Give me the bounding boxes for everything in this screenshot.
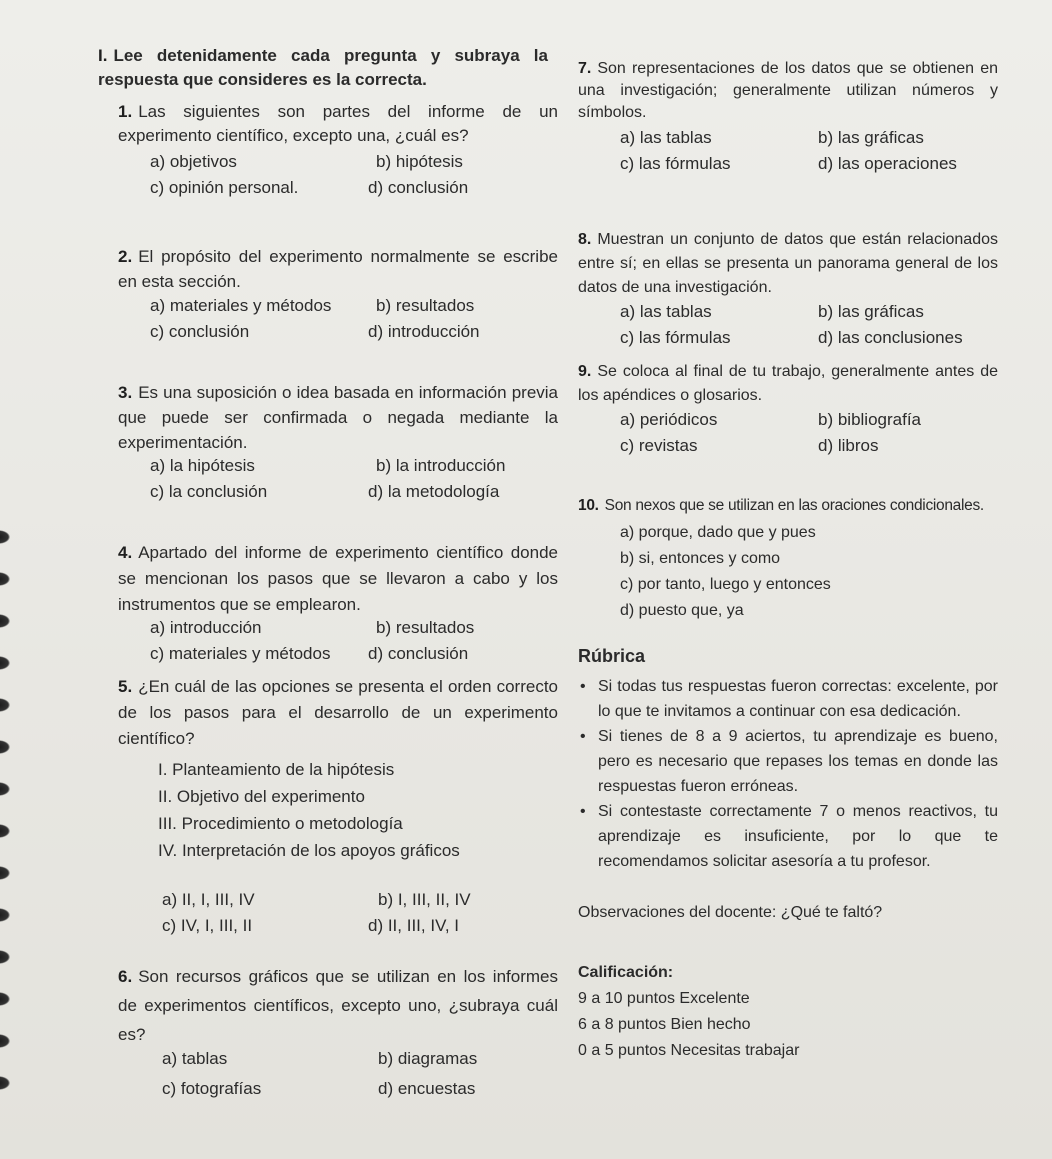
option-a[interactable]: a) periódicos — [620, 410, 718, 429]
step-item: II. Objetivo del experimento — [158, 787, 365, 806]
question-number: 5. — [118, 677, 133, 696]
option-a[interactable]: a) porque, dado que y pues — [620, 524, 816, 541]
grade-line: 6 a 8 puntos Bien hecho — [578, 1016, 751, 1033]
rubric-item: • Si contestaste correctamente 7 o menos reactivos, tu aprendizaje es insuficiente, por lo que te recomendamos solicitar asesoría a tu profesor. — [578, 799, 998, 874]
option-d[interactable]: d) las operaciones — [818, 154, 957, 173]
step-item: IV. Interpretación de los apoyos gráficos — [158, 841, 460, 860]
question-text: Son nexos que se utilizan en las oraciones condicionales. — [604, 497, 984, 514]
binder-hole — [0, 1076, 10, 1090]
option-b[interactable]: b) las gráficas — [818, 302, 924, 321]
options-row — [578, 410, 998, 436]
options-row — [578, 436, 998, 462]
question-number: 1. — [118, 102, 133, 121]
question-number: 4. — [118, 543, 133, 562]
option-c[interactable]: c) opinión personal. — [150, 178, 299, 197]
option-c[interactable]: c) materiales y métodos — [150, 644, 331, 663]
step-item: III. Procedimiento o metodología — [158, 814, 403, 833]
question-number: 6. — [118, 967, 133, 986]
option-a[interactable]: a) II, I, III, IV — [162, 890, 255, 909]
options-row — [118, 644, 558, 670]
binder-hole — [0, 992, 10, 1006]
question-1 — [118, 100, 558, 204]
option-c[interactable]: c) conclusión — [150, 322, 250, 341]
options-row — [578, 328, 998, 354]
option-c[interactable]: c) la conclusión — [150, 482, 268, 501]
question-text: Son representaciones de los datos que se obtienen en una investigación; generalmente utilizan números y símbolos. — [578, 60, 998, 121]
options-row — [118, 178, 558, 204]
question-3 — [118, 380, 558, 508]
binder-hole — [0, 572, 10, 586]
question-7 — [578, 58, 998, 180]
question-4 — [118, 540, 558, 670]
rubric-item: • Si todas tus respuestas fueron correctas: excelente, por lo que te invitamos a continuar con esa dedicación. — [578, 674, 998, 724]
option-d[interactable]: d) las conclusiones — [818, 328, 963, 347]
option-d[interactable]: d) conclusión — [368, 644, 469, 663]
question-2 — [118, 244, 558, 348]
option-b[interactable]: b) I, III, II, IV — [378, 890, 471, 909]
options-row — [118, 916, 558, 942]
options-row — [118, 618, 558, 644]
steps-list — [118, 756, 558, 864]
question-9 — [578, 360, 998, 462]
option-b[interactable]: b) si, entonces y como — [620, 550, 781, 567]
rubric-item: • Si tienes de 8 a 9 aciertos, tu aprendizaje es bueno, pero es necesario que repases los temas en donde las respuestas fueron erróneas. — [578, 724, 998, 799]
options-row — [118, 322, 558, 348]
option-c[interactable]: c) fotografías — [162, 1079, 262, 1098]
option-d[interactable]: d) introducción — [368, 322, 480, 341]
option-d[interactable]: d) II, III, IV, I — [368, 916, 460, 935]
option-c[interactable]: c) revistas — [620, 436, 698, 455]
grading-title: Calificación: — [578, 964, 674, 981]
options-row — [578, 128, 998, 154]
option-d[interactable]: d) conclusión — [368, 178, 469, 197]
grade-line: 0 a 5 puntos Necesitas trabajar — [578, 1042, 800, 1059]
section-instruction — [98, 44, 548, 92]
question-5 — [118, 674, 558, 942]
rubric-list — [578, 674, 998, 874]
option-a[interactable]: a) las tablas — [620, 128, 712, 147]
option-b[interactable]: b) hipótesis — [376, 152, 463, 171]
question-text: Se coloca al final de tu trabajo, generalmente antes de los apéndices o glosarios. — [578, 363, 998, 404]
binder-hole — [0, 614, 10, 628]
options-row — [118, 1049, 558, 1079]
binder-hole — [0, 1034, 10, 1048]
rubric — [578, 644, 998, 874]
options-row — [578, 302, 998, 328]
question-text: Muestran un conjunto de datos que están relacionados entre sí; en ellas se presenta un panorama general de los datos de una investigación. — [578, 231, 998, 296]
binder-hole — [0, 866, 10, 880]
binder-holes — [0, 490, 14, 1150]
options-row — [118, 482, 558, 508]
option-b[interactable]: b) diagramas — [378, 1049, 478, 1068]
option-b[interactable]: b) bibliografía — [818, 410, 922, 429]
option-a[interactable]: a) objetivos — [150, 152, 237, 171]
binder-hole — [0, 656, 10, 670]
option-d[interactable]: d) la metodología — [368, 482, 500, 501]
instruction-text: Lee detenidamente cada pregunta y subraya la respuesta que consideres es la correcta. — [98, 46, 548, 89]
binder-hole — [0, 740, 10, 754]
question-text: ¿En cuál de las opciones se presenta el orden correcto de los pasos para el desarrollo de un experimento científico? — [118, 677, 558, 748]
grading — [578, 960, 998, 1064]
option-a[interactable]: a) tablas — [162, 1049, 228, 1068]
question-8 — [578, 228, 998, 354]
teacher-observations: Observaciones del docente: ¿Qué te faltó? — [578, 904, 883, 921]
option-c[interactable]: c) por tanto, luego y entonces — [620, 576, 831, 593]
binder-hole — [0, 824, 10, 838]
question-number: 8. — [578, 231, 592, 248]
question-number: 2. — [118, 247, 133, 266]
option-c[interactable]: c) IV, I, III, II — [162, 916, 253, 935]
option-d[interactable]: d) puesto que, ya — [620, 602, 744, 619]
option-b[interactable]: b) las gráficas — [818, 128, 924, 147]
options-row — [118, 456, 558, 482]
option-a[interactable]: a) las tablas — [620, 302, 712, 321]
options-row — [118, 296, 558, 322]
question-number: 9. — [578, 363, 592, 380]
option-a[interactable]: a) materiales y métodos — [150, 296, 332, 315]
question-text: Son recursos gráficos que se utilizan en los informes de experimentos científicos, excepto uno, ¿subraya cuál es? — [118, 967, 558, 1044]
option-d[interactable]: d) libros — [818, 436, 879, 455]
binder-hole — [0, 908, 10, 922]
options-row — [118, 1079, 558, 1105]
binder-hole — [0, 698, 10, 712]
binder-hole — [0, 950, 10, 964]
option-b[interactable]: b) resultados — [376, 296, 475, 315]
question-number: 10. — [578, 497, 599, 514]
option-b[interactable]: b) la introducción — [376, 456, 506, 475]
option-c[interactable]: c) las fórmulas — [620, 328, 731, 347]
option-a[interactable]: a) la hipótesis — [150, 456, 255, 475]
option-d[interactable]: d) encuestas — [378, 1079, 476, 1098]
options-row — [578, 154, 998, 180]
option-b[interactable]: b) resultados — [376, 618, 475, 637]
option-a[interactable]: a) introducción — [150, 618, 262, 637]
question-number: 3. — [118, 383, 133, 402]
binder-hole — [0, 530, 10, 544]
question-number: 7. — [578, 60, 592, 77]
option-c[interactable]: c) las fórmulas — [620, 154, 731, 173]
options-row — [118, 152, 558, 178]
section-number: I. — [98, 46, 108, 65]
options-row — [118, 890, 558, 916]
binder-hole — [0, 782, 10, 796]
step-item: I. Planteamiento de la hipótesis — [158, 760, 395, 779]
grade-line: 9 a 10 puntos Excelente — [578, 990, 750, 1007]
question-6 — [118, 962, 558, 1105]
question-text: Es una suposición o idea basada en información previa que puede ser confirmada o negada mediante la experimentación. — [118, 383, 558, 452]
options-list — [578, 520, 1008, 624]
rubric-title: Rúbrica — [578, 646, 646, 666]
question-text: El propósito del experimento normalmente se escribe en esta sección. — [118, 247, 558, 291]
question-text: Las siguientes son partes del informe de un experimento científico, excepto una, ¿cuál es? — [118, 102, 558, 145]
question-text: Apartado del informe de experimento científico donde se mencionan los pasos que se llevaron a cabo y los instrumentos que se emplearon. — [118, 543, 558, 614]
question-10 — [578, 494, 1008, 624]
